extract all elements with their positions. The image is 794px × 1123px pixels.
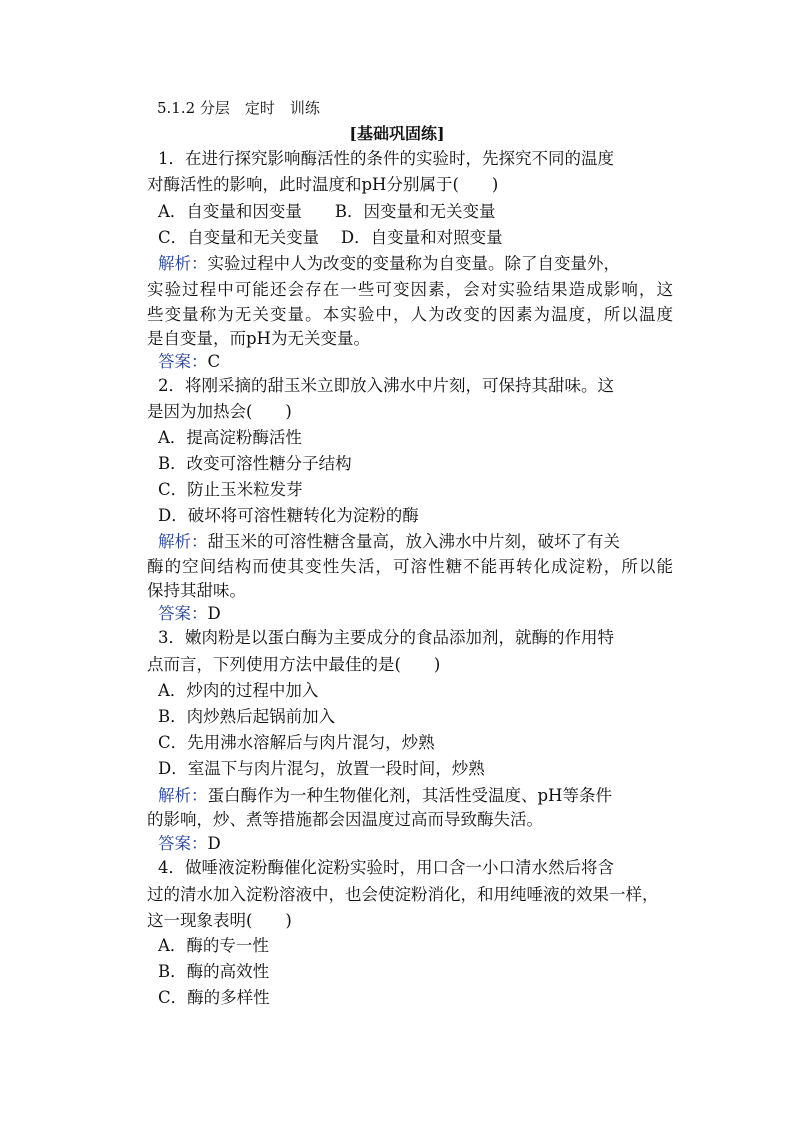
- q2-answer-value: D: [207, 604, 221, 623]
- lesson-title: 5.1.2 分层 定时 训练: [157, 99, 320, 117]
- q2-stem-line-1: 2．将刚采摘的甜玉米立即放入沸水中片刻，可保持其甜味。这: [158, 376, 614, 395]
- answer-label: 答案：: [158, 834, 208, 853]
- q1-stem-line-2: 对酶活性的影响，此时温度和pH分别属于( ): [147, 175, 499, 194]
- analysis-label: 解析：: [158, 254, 208, 273]
- q1-answer-value: C: [207, 352, 221, 371]
- q1-answer: [158, 352, 220, 372]
- analysis-label: 解析：: [158, 786, 208, 805]
- q1-analysis-line-2: 实验过程中可能还会存在一些可变因素，会对实验结果造成影响，这: [147, 280, 673, 299]
- q4-stem-line-2: 过的清水加入淀粉溶液中，也会使淀粉消化，和用纯唾液的效果一样，: [147, 885, 659, 904]
- q1-analysis-line-4: 是自变量，而pH为无关变量。: [147, 329, 370, 348]
- q3-stem-line-1: 3．嫩肉粉是以蛋白酶为主要成分的食品添加剂，就酶的作用特: [158, 628, 614, 647]
- q1-analysis-line-1: [158, 254, 620, 274]
- q3-analysis-text-1: 蛋白酶作为一种生物催化剂，其活性受温度、pH等条件: [207, 786, 612, 805]
- q2-analysis-text-1: 甜玉米的可溶性糖含量高，放入沸水中片刻，破坏了有关: [207, 532, 620, 551]
- q3-option-d: D．室温下与肉片混匀，放置一段时间，炒熟: [158, 759, 485, 778]
- section-heading: [基础巩固练]: [349, 124, 445, 143]
- q4-stem-line-3: 这一现象表明( ): [147, 911, 292, 930]
- q1-analysis-text-1: 实验过程中人为改变的变量称为自变量。除了自变量外，: [207, 254, 620, 273]
- q2-stem-line-2: 是因为加热会( ): [147, 402, 292, 421]
- q3-analysis-line-2: 的影响，炒、煮等措施都会因温度过高而导致酶失活。: [147, 810, 543, 829]
- q2-option-b: B．改变可溶性糖分子结构: [158, 454, 352, 473]
- q2-analysis-line-3: 保持其甜味。: [147, 581, 246, 600]
- q1-options-row-1: A．自变量和因变量 B．因变量和无关变量: [158, 202, 496, 221]
- q2-analysis-line-2: 酶的空间结构而使其变性失活，可溶性糖不能再转化成淀粉，所以能: [147, 557, 673, 576]
- q2-option-d: D．破坏将可溶性糖转化为淀粉的酶: [158, 506, 419, 525]
- answer-label: 答案：: [158, 604, 208, 623]
- q4-stem-line-1: 4．做唾液淀粉酶催化淀粉实验时，用口含一小口清水然后将含: [158, 858, 614, 877]
- q3-answer: [158, 834, 221, 854]
- q3-option-a: A．炒肉的过程中加入: [158, 681, 319, 700]
- q2-answer: [158, 604, 221, 624]
- q4-option-c: C．酶的多样性: [158, 988, 270, 1007]
- q1-stem-line-1: 1．在进行探究影响酶活性的条件的实验时，先探究不同的温度: [158, 149, 614, 168]
- q4-option-a: A．酶的专一性: [158, 936, 269, 955]
- answer-label: 答案：: [158, 352, 208, 371]
- q2-option-c: C．防止玉米粒发芽: [158, 480, 303, 499]
- q3-stem-line-2: 点而言，下列使用方法中最佳的是( ): [147, 655, 441, 674]
- q1-options-row-2: C．自变量和无关变量 D．自变量和对照变量: [158, 228, 503, 247]
- q3-option-b: B．肉炒熟后起锅前加入: [158, 707, 336, 726]
- q3-analysis-line-1: [158, 786, 612, 806]
- q4-option-b: B．酶的高效性: [158, 962, 270, 981]
- q3-option-c: C．先用沸水溶解后与肉片混匀，炒熟: [158, 733, 435, 752]
- q3-answer-value: D: [207, 834, 221, 853]
- q1-analysis-line-3: 些变量称为无关变量。本实验中，人为改变的因素为温度，所以温度: [147, 305, 673, 324]
- q2-option-a: A．提高淀粉酶活性: [158, 428, 302, 447]
- q2-analysis-line-1: [158, 532, 620, 552]
- analysis-label: 解析：: [158, 532, 208, 551]
